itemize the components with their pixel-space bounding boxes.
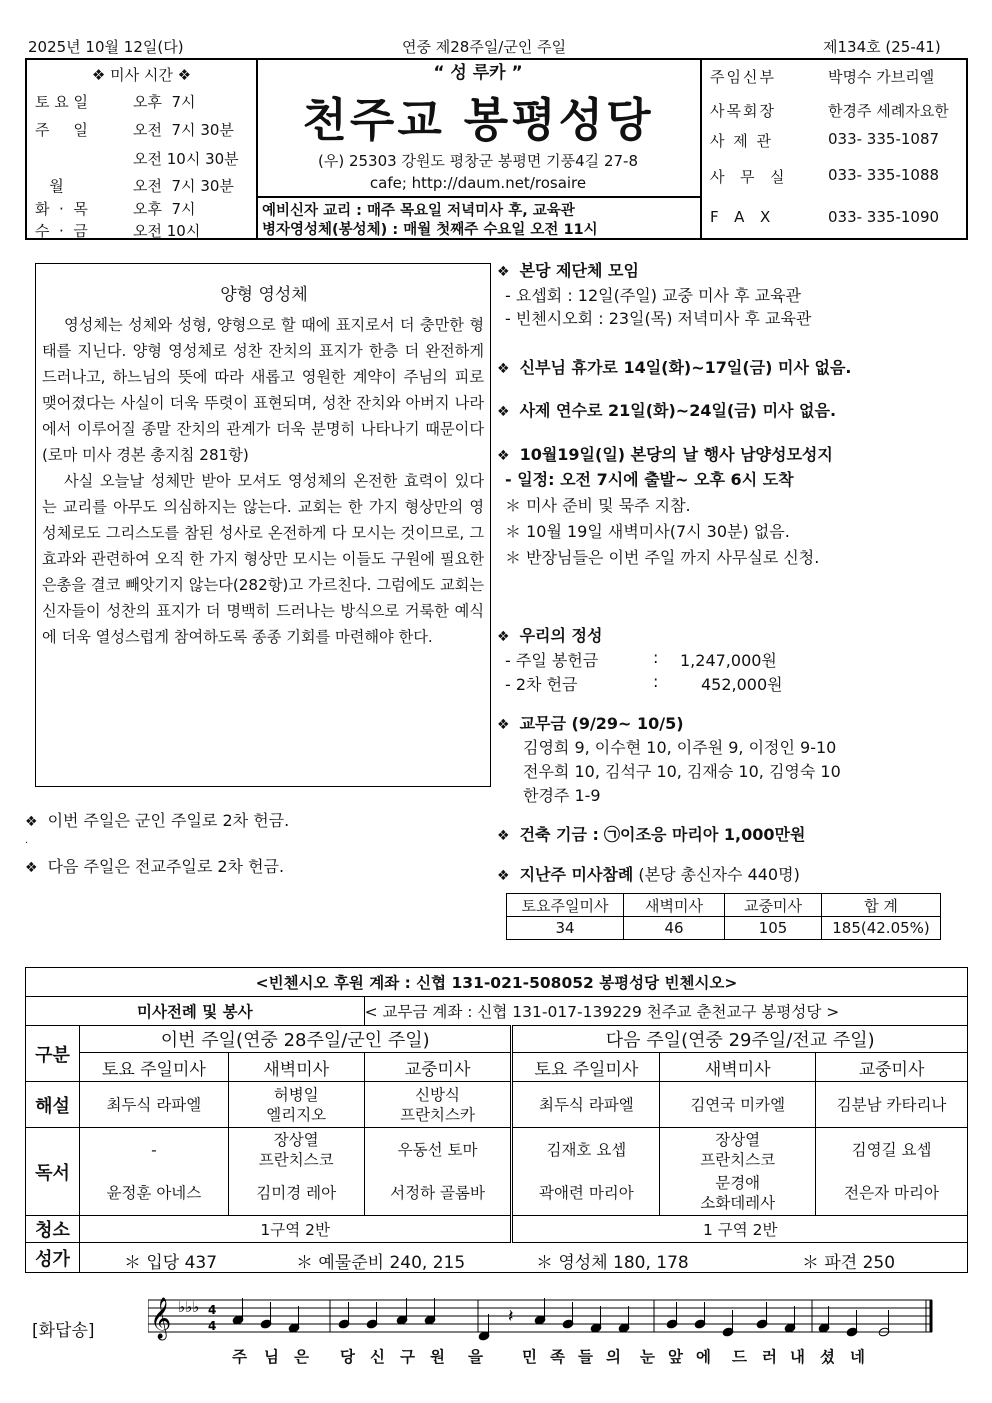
table-cell: 김연국 미카엘 — [660, 1082, 816, 1128]
mass-time-row — [35, 198, 255, 220]
article-paragraph: 사실 오늘날 성체만 받아 모셔도 영성체의 온전한 효력이 있다는 교리를 아무도 의심하지는 않는다. 교회는 한 가지 형상만의 영성체로도 그리스도를 참된 성사로 온전하게 다 모시는 것이므로, 그 효과와 관련하여 오직 한 가지 형상만 모시는 이들도 구원에 필요한 은총을 결코 빼앗기지 않는다(282항)고 가르친다. 그럼에도 교회는 신자들이 성찬의 표지가 더 명백히 드러나는 방식으로 거룩한 예식에 더욱 열성스럽게 참여하도록 종종 기회를 마련해야 한다. — [42, 472, 484, 646]
table-cell: 허병일 엘리지오 — [228, 1082, 364, 1128]
table-cell: 김미경 레아 — [228, 1172, 364, 1216]
article-paragraph: 영성체는 성체와 성형, 양형으로 할 때에 표지로서 더 충만한 형태를 지닌다. 양형 영성체로 성찬 잔치의 표지가 한층 더 완전하게 드러나고, 하느님의 뜻에 따라 새롭고 영원한 계약이 주님의 피로 맺어졌다는 사실이 더욱 뚜렷이 표현되며, 성찬 잔치와 아버지 나라에서 이루어질 종말 잔치의 관계가 더욱 분명히 나타나기 때문이다(로마 미사 경본 총지침 281항) — [42, 316, 484, 464]
diamond-bullet-icon: ❖ — [497, 404, 510, 420]
staff-value: 033- 335-1090 — [828, 208, 940, 226]
mass-day: 수 · 금 — [35, 222, 88, 240]
col-header: 새벽미사 — [228, 1053, 364, 1082]
liturgy-service-label: 미사전례 및 봉사 — [26, 997, 365, 1026]
diamond-bullet-icon: ❖ — [25, 814, 38, 830]
diamond-bullet-icon: ❖ — [497, 717, 510, 733]
lyric-syllable: 을 — [468, 1348, 483, 1366]
sick-communion-note: 병자영성체(봉성체) : 매월 첫째주 수요일 오전 11시 — [262, 222, 598, 238]
mass-time: 오후 7시 — [133, 200, 196, 218]
stray-mark: · — [25, 838, 29, 849]
dues-account: < 교무금 계좌 : 신협 131-017-139229 천주교 춘천교구 봉평성당 > — [364, 997, 967, 1026]
lyric-syllable: 민 — [522, 1348, 537, 1366]
mass-time: 오후 7시 — [133, 93, 196, 111]
header-box — [25, 58, 968, 240]
staff-row — [710, 130, 960, 152]
diamond-bullet-icon: ❖ — [497, 264, 510, 280]
patron-saint: “ 성 루카 ” — [433, 63, 523, 83]
table-cell: 김영길 요셉 — [816, 1128, 968, 1172]
table-row — [26, 1128, 968, 1172]
psalm-music-staff — [148, 1288, 938, 1344]
church-cafe-link[interactable]: cafe; http://daum.net/rosaire — [369, 174, 587, 192]
church-address: (우) 25303 강원도 평창군 봉평면 기풍4길 27-8 — [318, 152, 638, 170]
col-header: 교중미사 — [364, 1053, 512, 1082]
mass-day: 화 · 목 — [35, 200, 88, 218]
article-box — [35, 263, 491, 787]
hymn-offertory: ＊ 예물준비 240, 215 — [295, 1253, 466, 1273]
table-header: 합 계 — [822, 894, 941, 917]
table-row — [26, 1053, 968, 1082]
table-cell: 1 구역 2반 — [512, 1216, 968, 1243]
mass-day: 토 요 일 — [35, 93, 89, 111]
article-body — [42, 312, 484, 650]
staff-row — [710, 66, 960, 88]
fee-line: 한경주 1-9 — [523, 786, 601, 805]
mass-time: 오전 10시 30분 — [133, 150, 239, 168]
lyric-syllable: 드 — [732, 1348, 747, 1366]
table-row — [507, 894, 941, 917]
altar-item: - 요셉회 : 12일(주일) 교중 미사 후 교육관 — [505, 286, 801, 305]
lyric-syllable: 셨 — [820, 1348, 835, 1366]
table-cell: 최두식 라파엘 — [512, 1082, 660, 1128]
table-cell: 윤정훈 아네스 — [79, 1172, 228, 1216]
vincent-account: <빈첸시오 후원 계좌 : 신협 131-021-508052 봉평성당 빈첸시오> — [26, 968, 968, 997]
fee-line: 전우희 10, 김석구 10, 김재승 10, 김영숙 10 — [523, 762, 841, 781]
table-cell: 우동선 토마 — [364, 1128, 512, 1172]
table-header: 새벽미사 — [624, 894, 725, 917]
table-row — [26, 1243, 968, 1273]
church-name: 천주교 봉평성당 — [302, 93, 654, 147]
table-cell: 김재호 요셉 — [512, 1128, 660, 1172]
lyric-syllable: 족 — [550, 1348, 565, 1366]
table-row — [26, 997, 968, 1026]
time-signature: 4 — [208, 1303, 217, 1317]
mass-day: 월 — [35, 177, 64, 195]
mass-day: 주 일 — [35, 121, 88, 139]
table-cell: - — [79, 1128, 228, 1172]
lyric-syllable: 원 — [430, 1348, 445, 1366]
treble-clef-icon: 𝄞 — [150, 1298, 172, 1339]
mass-time-row — [35, 119, 255, 141]
lyric-syllable: 구 — [400, 1348, 415, 1366]
this-week-header: 이번 주일(연중 28주일/군인 주일) — [79, 1026, 512, 1053]
lyric-syllable: 네 — [850, 1348, 865, 1366]
lyric-syllable: 님 — [264, 1348, 279, 1366]
issue-number: 제134호 (25-41) — [823, 38, 941, 56]
diamond-bullet-icon: ❖ — [497, 361, 510, 377]
offering-heading: ❖ 우리의 정성 — [497, 626, 603, 645]
offering-row: - 주일 봉헌금 : 1,247,000원 — [505, 648, 777, 670]
altar-item: - 빈첸시오회 : 23일(목) 저녁미사 후 교육관 — [505, 309, 812, 328]
staff-value: 033- 335-1087 — [828, 130, 940, 148]
table-row — [26, 1026, 968, 1053]
fee-heading: ❖ 교무금 (9/29~ 10/5) — [497, 714, 684, 733]
next-week-header: 다음 주일(연중 29주일/전교 주일) — [512, 1026, 968, 1053]
col-header: 교중미사 — [816, 1053, 968, 1082]
table-cell: 장상열 프란치스코 — [228, 1128, 364, 1172]
attendance-heading: ❖ 지난주 미사참례 (본당 총신자수 440명) — [497, 865, 800, 884]
table-cell: 김분남 카타리나 — [816, 1082, 968, 1128]
notice-next-week: ❖ 다음 주일은 전교주일로 2차 헌금. — [25, 857, 285, 876]
hymn-communion: ＊ 영성체 180, 178 — [535, 1253, 689, 1273]
table-cell: 장상열 프란치스코 — [660, 1128, 816, 1172]
table-cell: 최두식 라파엘 — [79, 1082, 228, 1128]
building-fund: ❖ 건축 기금 : ㉠이조응 마리아 1,000만원 — [497, 825, 806, 844]
diamond-bullet-icon: ❖ — [497, 828, 510, 844]
staff-value: 한경주 세례자요한 — [828, 102, 949, 120]
col-header: 토요 주일미사 — [79, 1053, 228, 1082]
lyric-syllable: 의 — [606, 1348, 621, 1366]
mass-time-row — [35, 91, 255, 113]
staff-role: 주임신부 — [710, 68, 776, 86]
lyric-syllable: 내 — [790, 1348, 805, 1366]
table-cell: 곽애련 마리아 — [512, 1172, 660, 1216]
row-label-haeseol: 해설 — [26, 1082, 80, 1128]
altar-groups-heading: ❖ 본당 제단체 모임 — [497, 261, 639, 280]
table-row — [507, 917, 941, 940]
diamond-bullet-icon: ❖ — [497, 629, 510, 645]
staff-role: F A X — [710, 208, 773, 226]
service-schedule-table — [25, 967, 968, 1273]
lyric-syllable: 러 — [762, 1348, 777, 1366]
feast-item: ＊ 반장님들은 이번 주일 까지 사무실로 신청. — [505, 548, 820, 567]
lyric-syllable: 눈 — [640, 1348, 655, 1366]
col-header: 새벽미사 — [660, 1053, 816, 1082]
mass-time-row — [35, 175, 255, 197]
time-signature: 4 — [208, 1319, 217, 1333]
table-header: 토요주일미사 — [507, 894, 624, 917]
mass-time-row — [35, 148, 255, 170]
table-cell: 105 — [725, 917, 822, 940]
catechumen-note: 예비신자 교리 : 매주 목요일 저녁미사 후, 교육관 — [262, 203, 575, 219]
feast-item: ＊ 10월 19일 새벽미사(7시 30분) 없음. — [505, 522, 790, 541]
staff-panel — [700, 60, 966, 238]
article-title: 양형 영성체 — [220, 285, 308, 305]
table-row — [26, 968, 968, 997]
staff-row — [710, 100, 960, 122]
row-label-seongga: 성가 — [26, 1243, 80, 1273]
mass-times-panel — [27, 60, 258, 238]
lyric-syllable: 당 — [340, 1348, 355, 1366]
hymn-dismissal: ＊ 파견 250 — [801, 1253, 896, 1273]
table-cell: 185(42.05%) — [822, 917, 941, 940]
feast-item: ＊ 미사 준비 및 묵주 지참. — [505, 496, 691, 515]
staff-row — [710, 166, 960, 188]
hymn-entrance: ＊ 입당 437 — [123, 1253, 218, 1273]
top-strip — [28, 36, 968, 58]
staff-role: 사목회장 — [710, 102, 776, 120]
fee-line: 김영희 9, 이수현 10, 이주원 9, 이정인 9-10 — [523, 738, 837, 757]
liturgical-title: 연중 제28주일/군인 주일 — [402, 38, 567, 56]
feast-item: - 일정: 오전 7시에 출발~ 오후 6시 도착 — [505, 470, 794, 489]
mass-time-row — [35, 220, 255, 242]
table-row — [26, 1172, 968, 1216]
lyric-syllable: 주 — [232, 1348, 247, 1366]
staff-row — [710, 208, 960, 230]
diamond-bullet-icon: ❖ — [497, 868, 510, 884]
mass-time: 오전 7시 30분 — [133, 177, 234, 195]
catechism-notes — [256, 196, 700, 238]
training-notice: ❖ 사제 연수로 21일(화)~24일(금) 미사 없음. — [497, 401, 837, 420]
table-row — [26, 1082, 968, 1128]
row-label-cheongso: 청소 — [26, 1216, 80, 1243]
table-header: 교중미사 — [725, 894, 822, 917]
diamond-bullet-icon: ❖ — [497, 448, 510, 464]
table-cell: 서정하 골롬바 — [364, 1172, 512, 1216]
row-label-dokseo: 독서 — [26, 1128, 80, 1216]
mass-time: 오전 10시 — [133, 222, 201, 240]
psalm-label: [화답송] — [32, 1321, 95, 1341]
lyric-syllable: 앞 — [668, 1348, 683, 1366]
row-label-gubun: 구분 — [26, 1026, 80, 1082]
table-cell: 46 — [624, 917, 725, 940]
quarter-rest-icon: 𝄽 — [508, 1306, 514, 1327]
note-heads — [232, 1298, 890, 1341]
table-cell: 신방식 프란치스카 — [364, 1082, 512, 1128]
staff-role: 사 무 실 — [710, 168, 787, 186]
diamond-bullet-icon: ❖ — [25, 860, 38, 876]
hymns-cell — [79, 1243, 967, 1273]
table-cell: 문경애 소화데레사 — [660, 1172, 816, 1216]
table-cell: 전은자 마리아 — [816, 1172, 968, 1216]
staff-value: 033- 335-1088 — [828, 166, 940, 184]
table-cell: 1구역 2반 — [79, 1216, 512, 1243]
mass-times-title: ❖ 미사 시간 ❖ — [91, 66, 192, 84]
notice-this-week: ❖ 이번 주일은 군인 주일로 2차 헌금. — [25, 811, 290, 830]
bulletin-date: 2025년 10월 12일(다) — [28, 38, 184, 56]
lyric-syllable: 신 — [370, 1348, 385, 1366]
church-panel — [256, 60, 702, 238]
table-row — [26, 1216, 968, 1243]
feast-day-heading: ❖ 10월19일(일) 본당의 날 행사 남양성모성지 — [497, 445, 833, 464]
lyric-syllable: 은 — [294, 1348, 309, 1366]
col-header: 토요 주일미사 — [512, 1053, 660, 1082]
offering-row: - 2차 헌금 : 452,000원 — [505, 672, 783, 694]
vacation-notice: ❖ 신부님 휴가로 14일(화)~17일(금) 미사 없음. — [497, 358, 852, 377]
staff-role: 사 제 관 — [710, 132, 774, 150]
lyric-syllable: 에 — [696, 1348, 711, 1366]
table-cell: 34 — [507, 917, 624, 940]
staff-value: 박명수 가브리엘 — [828, 68, 935, 86]
lyric-syllable: 들 — [578, 1348, 593, 1366]
mass-time: 오전 7시 30분 — [133, 121, 234, 139]
attendance-table — [506, 893, 941, 940]
flat-sign-icon: ♭♭♭ — [178, 1298, 200, 1316]
